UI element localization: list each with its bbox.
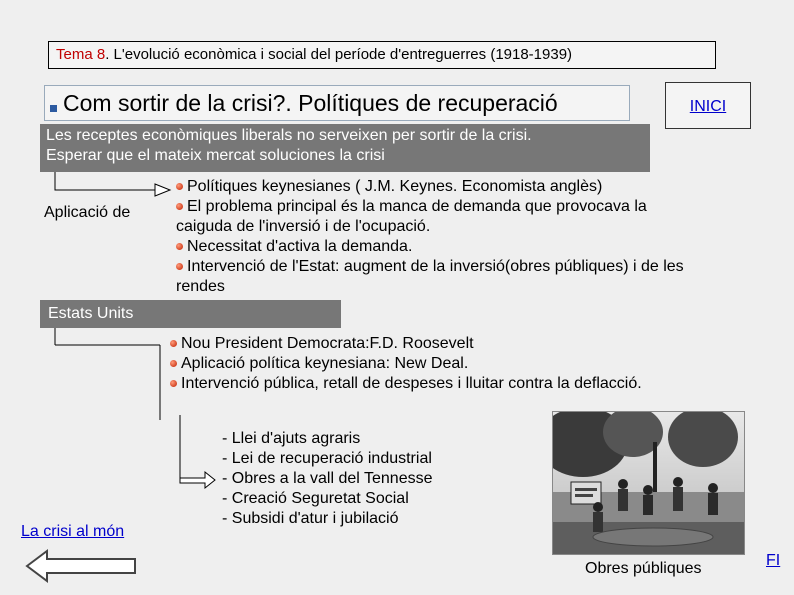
list-item: - Creació Seguretat Social — [222, 490, 409, 507]
inici-link[interactable]: INICI — [689, 98, 727, 115]
red-bullet-icon — [170, 380, 177, 387]
arrow-head-aplicacio — [155, 184, 170, 196]
red-bullet-icon — [176, 243, 183, 250]
title-prefix: Tema 8 — [56, 46, 106, 63]
list-item: Aplicació política keynesiana: New Deal. — [170, 354, 730, 374]
red-bullet-icon — [176, 263, 183, 270]
list-item: El problema principal és la manca de demanda que provocava la — [176, 197, 756, 217]
roosevelt-list — [170, 334, 730, 394]
public-works-photo — [552, 411, 745, 555]
back-arrow-icon — [27, 551, 135, 581]
arrow-newdeal — [180, 472, 215, 488]
intro-line-2: Esperar que el mateix mercat soluciones la crisi — [46, 147, 385, 164]
aplicacio-label: Aplicació de — [44, 204, 131, 221]
list-item: Nou President Democrata:F.D. Roosevelt — [170, 334, 730, 354]
connector-aplicacio — [55, 172, 155, 190]
list-item: Intervenció pública, retall de despeses i lluitar contra la deflacció. — [170, 374, 730, 394]
list-item: - Subsidi d'atur i jubilació — [222, 510, 399, 527]
red-bullet-icon — [176, 203, 183, 210]
list-item: Necessitat d'activa la demanda. — [176, 237, 756, 257]
list-item: Intervenció de l'Estat: augment de la inversió(obres públiques) i de les — [176, 257, 756, 277]
new-deal-list — [222, 429, 522, 529]
red-bullet-icon — [176, 183, 183, 190]
red-bullet-icon — [170, 360, 177, 367]
title-text: . L'evolució econòmica i social del període d'entreguerres (1918-1939) — [105, 46, 573, 63]
intro-line-1: Les receptes econòmiques liberals no serveixen per sortir de la crisi. — [46, 127, 532, 144]
photo-caption: Obres públiques — [585, 560, 702, 577]
list-item: - Lei de recuperació industrial — [222, 450, 432, 467]
list-item: - Llei d'ajuts agraris — [222, 430, 361, 447]
fi-link[interactable]: FI — [766, 552, 781, 569]
red-bullet-icon — [170, 340, 177, 347]
list-item: rendes — [176, 278, 225, 295]
section-heading-text: Com sortir de la crisi?. Polítiques de recuperació — [63, 90, 558, 116]
keynes-list — [176, 177, 756, 297]
crisi-al-mon-link[interactable]: La crisi al món — [21, 523, 125, 540]
list-item: - Obres a la vall del Tennesse — [222, 470, 433, 487]
list-item: caiguda de l'inversió i de l'ocupació. — [176, 218, 431, 235]
estats-units-label: Estats Units — [48, 305, 134, 322]
photo-image — [553, 412, 744, 554]
list-item: Polítiques keynesianes ( J.M. Keynes. Economista anglès) — [176, 177, 756, 197]
estats-units-box — [40, 300, 341, 328]
